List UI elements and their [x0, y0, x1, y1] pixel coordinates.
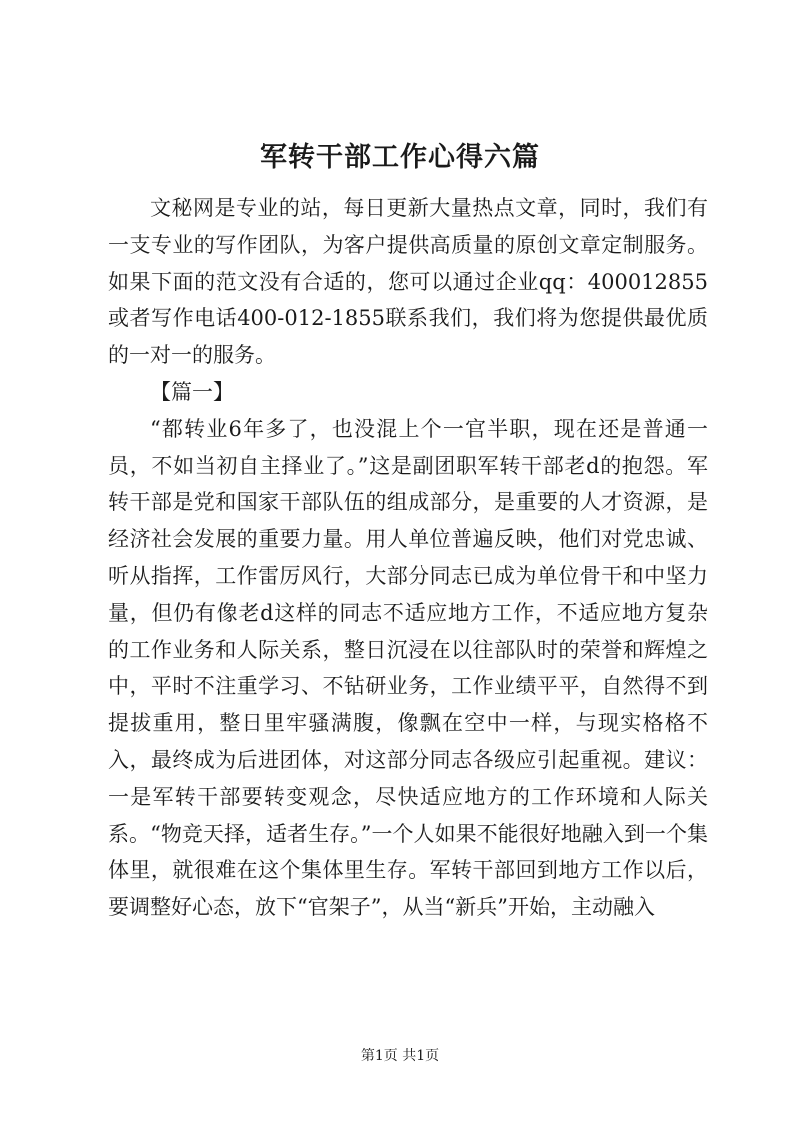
page-footer: 第1页 共1页 [360, 1048, 440, 1064]
intro-paragraph: 文秘网是专业的站，每日更新大量热点文章，同时，我们有一支专业的写作团队，为客户提供高质量的原创文章定制服务。如果下面的范文没有合适的，您可以通过企业qq：400012855或者写作电话400-012-1855联系我们，我们将为您提供最优质的一对一的服务。 [108, 196, 708, 368]
document-title: 军转干部工作心得六篇 [260, 142, 540, 173]
section-heading: 【篇一】 [150, 379, 234, 404]
document-body [108, 190, 708, 926]
section-paragraph: “都转业6年多了，也没混上个一官半职，现在还是普通一员，不如当初自主择业了。”这是副团职军转干部老d的抱怨。军转干部是党和国家干部队伍的组成部分，是重要的人才资源，是经济社会发展的重要力量。用人单位普遍反映，他们对党忠诚、听从指挥，工作雷厉风行，大部分同志已成为单位骨干和中坚力量，但仍有像老d这样的同志不适应地方工作，不适应地方复杂的工作业务和人际关系，整日沉浸在以往部队时的荣誉和辉煌之中，平时不注重学习、不钻研业务，工作业绩平平，自然得不到提拔重用，整日里牢骚满腹，像飘在空中一样，与现实格格不入，最终成为后进团体，对这部分同志各级应引起重视。建议：一是军转干部要转变观念，尽快适应地方的工作环境和人际关系。“物竞天择，适者生存。”一个人如果不能很好地融入到一个集体里，就很难在这个集体里生存。军转干部回到地方工作以后，要调整好心态，放下“官架子”，从当“新兵”开始，主动融入 [108, 416, 708, 920]
